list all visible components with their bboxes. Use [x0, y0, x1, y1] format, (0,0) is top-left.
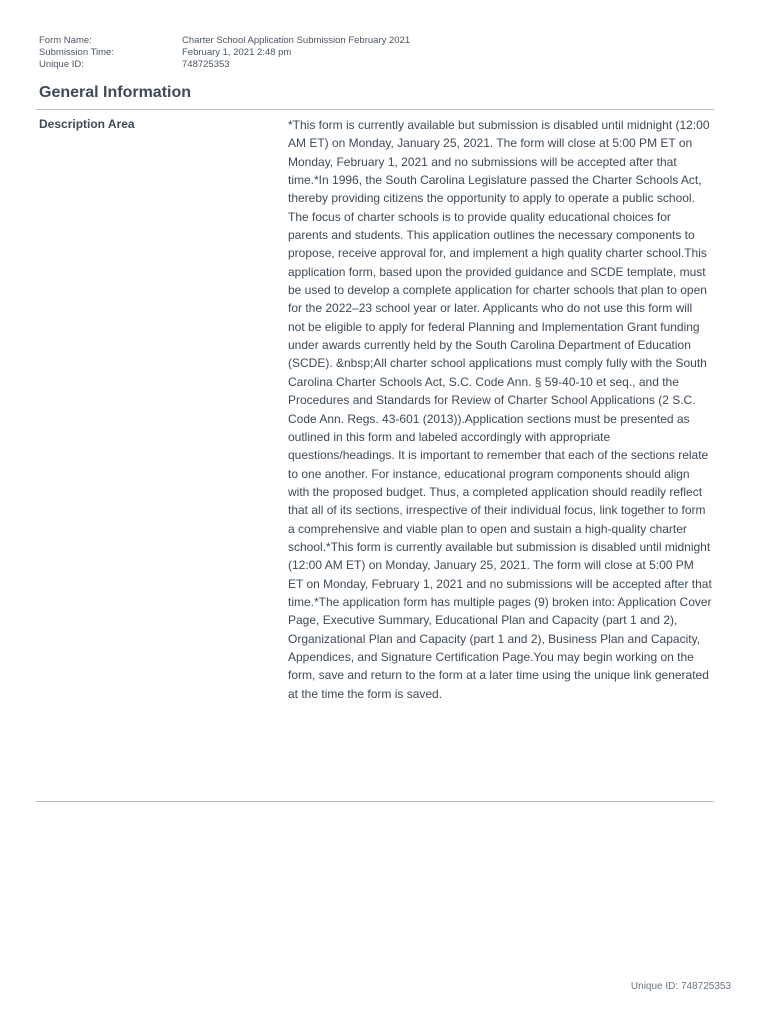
- description-area-value: *This form is currently available but submission is disabled until midnight (12:00 AM ET) on Monday, January 25, 2021. The form will close at 5:00 PM ET on Monday, February 1, 2021 and no submissions will be accepted after that time.*In 1996, the South Carolina Legislature passed the Charter Schools Act, thereby providing citizens the opportunity to apply to operate a public school. The focus of charter schools is to provide quality educational choices for parents and students. This application outlines the necessary components to propose, receive approval for, and implement a high quality charter school.This application form, based upon the provided guidance and SCDE template, must be used to develop a complete application for charter schools that plan to open for the 2022–23 school year or later. Applicants who do not use this form will not be eligible to apply for federal Planning and Implementation Grant funding under awards currently held by the South Carolina Department of Education (SCDE). &nbsp;All charter school applications must comply fully with the South Carolina Charter Schools Act, S.C. Code Ann. § 59-40-10 et seq., and the Procedures and Standards for Review of Charter School Applications (2 S.C. Code Ann. Regs. 43-601 (2013)).Application sections must be presented as outlined in this form and labeled accordingly with appropriate questions/headings. It is important to remember that each of the sections relate to one another. For instance, educational program components should align with the proposed budget. Thus, a completed application should readily reflect that all of its sections, irrespective of their individual focus, link together to form a comprehensive and viable plan to open and sustain a high-quality charter school.*This form is currently available but submission is disabled until midnight (12:00 AM ET) on Monday, January 25, 2021. The form will close at 5:00 PM ET on Monday, February 1, 2021 and no submissions will be accepted after that time.*The application form has multiple pages (9) broken into: Application Cover Page, Executive Summary, Educational Plan and Capacity (part 1 and 2), Organizational Plan and Capacity (part 1 and 2), Business Plan and Capacity, Appendices, and Signature Certification Page.You may begin working on the form, save and return to the form at a later time using the unique link generated at the time the form is saved.: [288, 118, 712, 701]
- unique-id-row: [39, 59, 410, 71]
- submission-time-value: February 1, 2021 2:48 pm: [182, 47, 292, 58]
- form-name-value: Charter School Application Submission February 2021: [182, 35, 411, 46]
- submission-time-row: [39, 47, 410, 59]
- section-divider-top: [36, 109, 714, 110]
- section-title: General Information: [39, 84, 192, 101]
- form-name-label: Form Name:: [39, 35, 92, 46]
- unique-id-value: 748725353: [182, 59, 230, 70]
- unique-id-label: Unique ID:: [39, 59, 84, 70]
- footer-unique-id: Unique ID: 748725353: [630, 981, 731, 992]
- description-area-label: Description Area: [39, 117, 135, 131]
- submission-time-label: Submission Time:: [39, 47, 114, 58]
- form-name-row: [39, 35, 410, 47]
- form-metadata: [39, 35, 410, 71]
- section-divider-bottom: [36, 801, 714, 802]
